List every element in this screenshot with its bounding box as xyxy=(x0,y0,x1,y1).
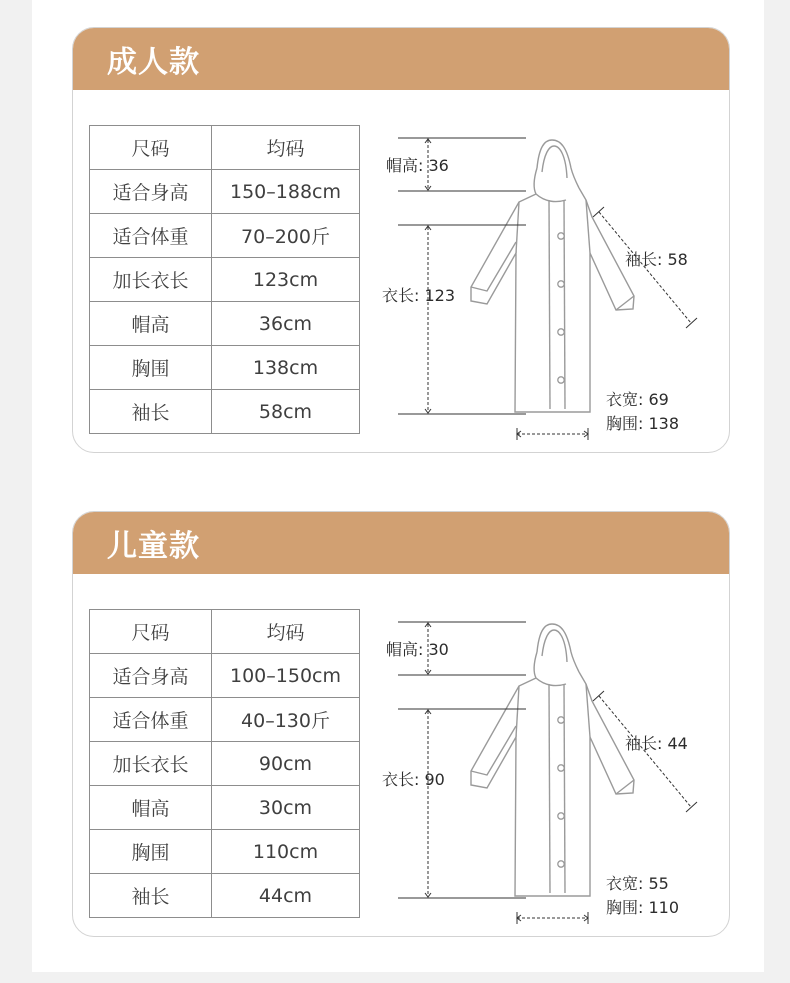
coat-button-icon xyxy=(558,861,564,867)
child-coat-width-label: 衣宽: 55 xyxy=(606,874,669,893)
child-chest-label: 胸围: 110 xyxy=(606,898,680,917)
row-label: 加长衣长 xyxy=(90,742,212,786)
table-row xyxy=(90,346,360,390)
adult-coat-length-label: 衣长: 123 xyxy=(382,286,456,305)
row-label: 适合体重 xyxy=(90,698,212,742)
row-value: 150–188cm xyxy=(212,170,360,214)
child-coat-length-dimension xyxy=(398,709,526,898)
row-label: 袖长 xyxy=(90,874,212,918)
row-label: 适合身高 xyxy=(90,654,212,698)
adult-coat-outline-icon xyxy=(471,140,634,412)
child-size-card xyxy=(72,511,730,937)
adult-coat-length-dimension xyxy=(398,225,526,414)
coat-button-icon xyxy=(558,329,564,335)
table-row xyxy=(90,302,360,346)
coat-button-icon xyxy=(558,813,564,819)
table-row xyxy=(90,258,360,302)
adult-card-header xyxy=(73,28,729,90)
row-value: 110cm xyxy=(212,830,360,874)
row-value: 123cm xyxy=(212,258,360,302)
row-value: 30cm xyxy=(212,786,360,830)
table-row xyxy=(90,786,360,830)
child-sleeve-length-label: 袖长: 44 xyxy=(625,734,688,753)
row-label: 帽高 xyxy=(90,786,212,830)
coat-button-icon xyxy=(558,717,564,723)
table-header-cell-size: 尺码 xyxy=(90,610,212,654)
row-value: 90cm xyxy=(212,742,360,786)
child-coat-length-label: 衣长: 90 xyxy=(382,770,445,789)
child-coat-buttons xyxy=(558,717,564,867)
table-row xyxy=(90,698,360,742)
adult-coat-width-dimension xyxy=(517,428,588,440)
table-header-cell-onesize: 均码 xyxy=(212,610,360,654)
row-label: 胸围 xyxy=(90,830,212,874)
child-size-table xyxy=(89,609,360,918)
coat-button-icon xyxy=(558,281,564,287)
table-header-cell-onesize: 均码 xyxy=(212,126,360,170)
adult-coat-width-label: 衣宽: 69 xyxy=(606,390,669,409)
child-card-header xyxy=(73,512,729,574)
row-value: 100–150cm xyxy=(212,654,360,698)
row-value: 36cm xyxy=(212,302,360,346)
table-row xyxy=(90,170,360,214)
adult-sleeve-length-label: 袖长: 58 xyxy=(625,250,688,269)
coat-button-icon xyxy=(558,377,564,383)
row-value: 40–130斤 xyxy=(212,698,360,742)
row-label: 加长衣长 xyxy=(90,258,212,302)
row-value: 44cm xyxy=(212,874,360,918)
table-header-row xyxy=(90,126,360,170)
adult-size-table xyxy=(89,125,360,434)
adult-coat-buttons xyxy=(558,233,564,383)
child-raincoat-diagram xyxy=(368,602,718,934)
coat-button-icon xyxy=(558,765,564,771)
adult-size-card xyxy=(72,27,730,453)
table-row xyxy=(90,742,360,786)
table-row xyxy=(90,390,360,434)
adult-chest-label: 胸围: 138 xyxy=(606,414,680,433)
table-row xyxy=(90,654,360,698)
adult-hat-height-label: 帽高: 36 xyxy=(386,156,449,175)
table-row xyxy=(90,214,360,258)
row-value: 138cm xyxy=(212,346,360,390)
adult-raincoat-diagram xyxy=(368,118,718,450)
row-label: 适合体重 xyxy=(90,214,212,258)
table-header-row xyxy=(90,610,360,654)
child-card-title: 儿童款 xyxy=(107,529,200,564)
row-label: 适合身高 xyxy=(90,170,212,214)
adult-card-title: 成人款 xyxy=(107,45,200,80)
row-label: 胸围 xyxy=(90,346,212,390)
row-label: 袖长 xyxy=(90,390,212,434)
child-coat-width-dimension xyxy=(517,912,588,924)
row-value: 58cm xyxy=(212,390,360,434)
table-row xyxy=(90,874,360,918)
row-value: 70–200斤 xyxy=(212,214,360,258)
coat-button-icon xyxy=(558,233,564,239)
child-hat-height-label: 帽高: 30 xyxy=(386,640,449,659)
table-header-cell-size: 尺码 xyxy=(90,126,212,170)
child-coat-outline-icon xyxy=(471,624,634,896)
row-label: 帽高 xyxy=(90,302,212,346)
table-row xyxy=(90,830,360,874)
